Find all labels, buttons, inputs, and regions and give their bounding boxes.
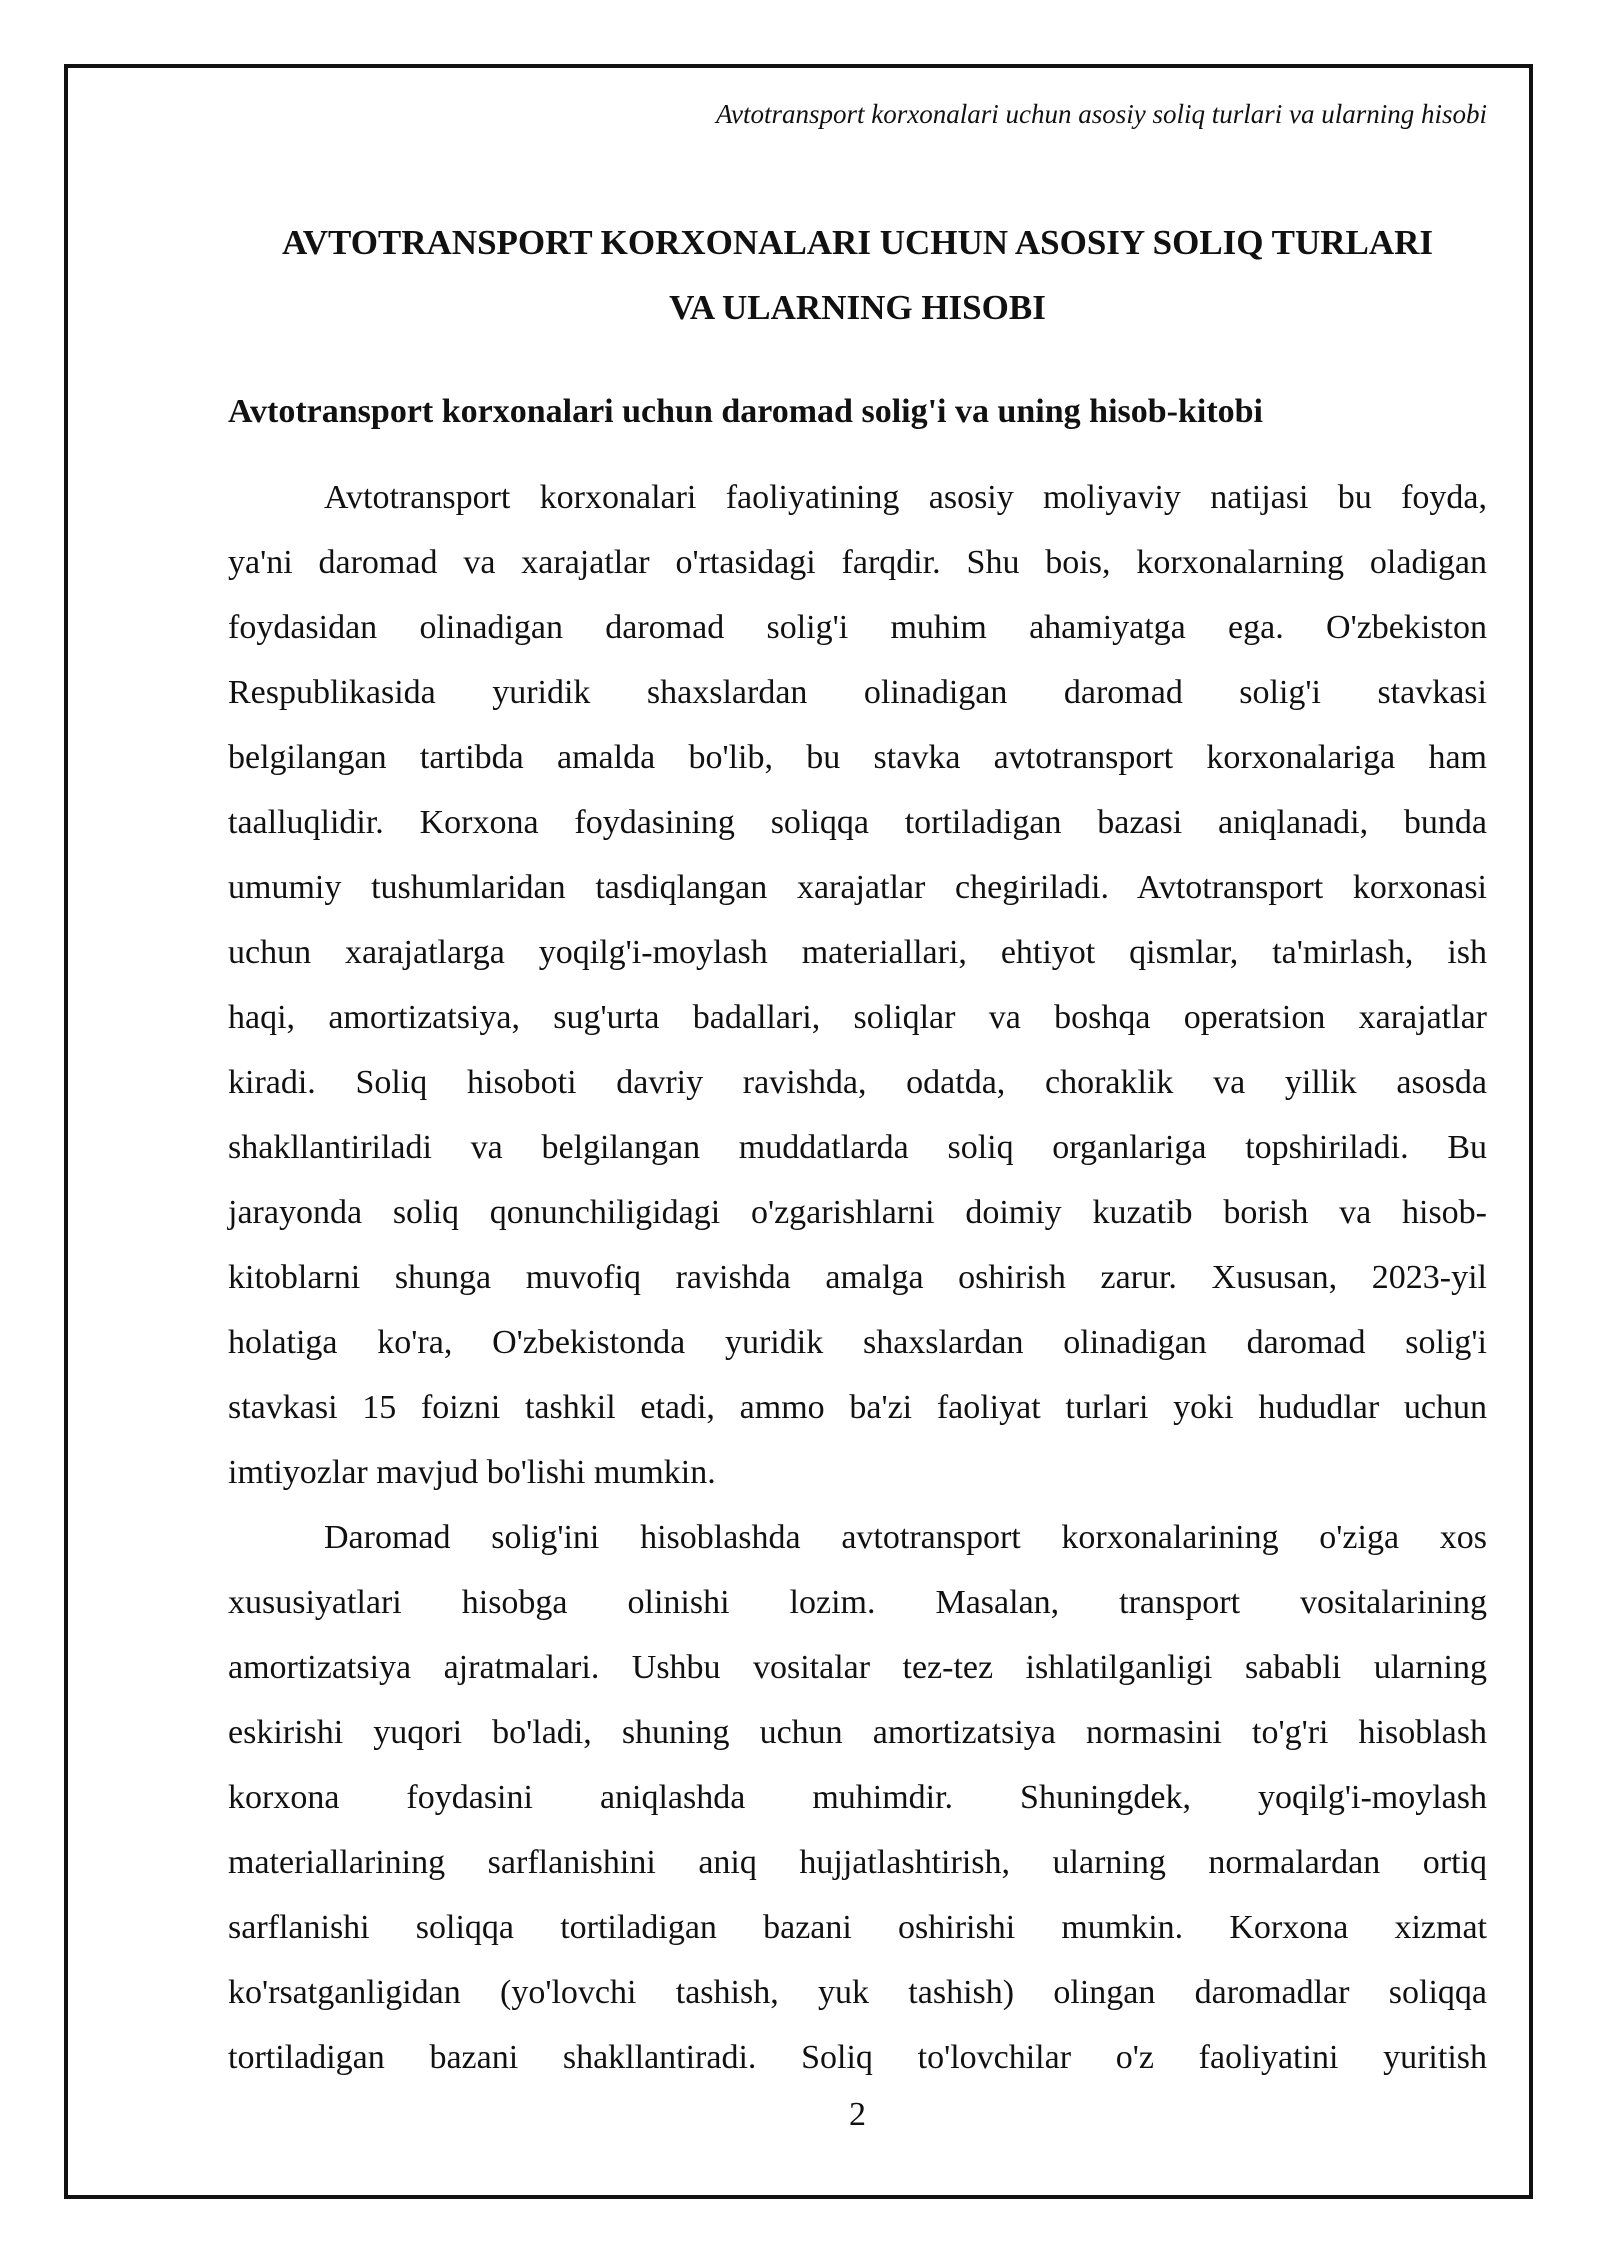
text-line: umumiy tushumlaridan tasdiqlangan xarajatlar chegiriladi. Avtotransport korxonasi	[228, 869, 1487, 906]
text-line: haqi, amortizatsiya, sug'urta badallari, soliqlar va boshqa operatsion xarajatlar	[228, 999, 1487, 1036]
text-line: Avtotransport korxonalari faoliyatining asosiy moliyaviy natijasi bu foyda,	[324, 479, 1487, 516]
paragraph-2	[228, 1505, 1487, 2090]
text-line: stavkasi 15 foizni tashkil etadi, ammo ba'zi faoliyat turlari yoki hududlar uchun	[228, 1389, 1487, 1426]
text-line: amortizatsiya ajratmalari. Ushbu vositalar tez-tez ishlatilganligi sababli ularning	[228, 1649, 1487, 1686]
text-line: sarflanishi soliqqa tortiladigan bazani oshirishi mumkin. Korxona xizmat	[228, 1909, 1487, 1946]
text-line: kiradi. Soliq hisoboti davriy ravishda, odatda, choraklik va yillik asosda	[228, 1064, 1487, 1101]
text-line: Respublikasida yuridik shaxslardan olinadigan daromad solig'i stavkasi	[228, 674, 1487, 711]
paragraph-1	[228, 465, 1487, 1505]
text-line: jarayonda soliq qonunchiligidagi o'zgarishlarni doimiy kuzatib borish va hisob-	[228, 1194, 1487, 1231]
body-text	[228, 465, 1487, 2090]
text-line: imtiyozlar mavjud bo'lishi mumkin.	[228, 1454, 716, 1491]
title-line: AVTOTRANSPORT KORXONALARI UCHUN ASOSIY SOLIQ TURLARI	[281, 223, 1434, 262]
text-line: foydasidan olinadigan daromad solig'i muhim ahamiyatga ega. O'zbekiston	[228, 609, 1487, 646]
running-header: Avtotransport korxonalari uchun asosiy soliq turlari va ularning hisobi	[715, 99, 1487, 129]
text-line: belgilangan tartibda amalda bo'lib, bu stavka avtotransport korxonalariga ham	[228, 739, 1487, 776]
title-line: VA ULARNING HISOBI	[669, 288, 1046, 327]
section-heading: Avtotransport korxonalari uchun daromad solig'i va uning hisob-kitobi	[228, 393, 1264, 430]
text-line: tortiladigan bazani shakllantiradi. Soliq to'lovchilar o'z faoliyatini yuritish	[228, 2039, 1487, 2076]
text-line: eskirishi yuqori bo'ladi, shuning uchun amortizatsiya normasini to'g'ri hisoblash	[228, 1714, 1487, 1751]
text-line: holatiga ko'ra, O'zbekistonda yuridik shaxslardan olinadigan daromad solig'i	[228, 1324, 1487, 1361]
page-number: 2	[849, 2096, 866, 2133]
text-line: xususiyatlari hisobga olinishi lozim. Masalan, transport vositalarining	[228, 1584, 1487, 1621]
text-line: taalluqlidir. Korxona foydasining soliqqa tortiladigan bazasi aniqlanadi, bunda	[228, 804, 1487, 841]
text-line: kitoblarni shunga muvofiq ravishda amalga oshirish zarur. Xususan, 2023-yil	[228, 1259, 1487, 1296]
text-line: ko'rsatganligidan (yo'lovchi tashish, yuk tashish) olingan daromadlar soliqqa	[228, 1974, 1487, 2011]
text-line: uchun xarajatlarga yoqilg'i-moylash materiallari, ehtiyot qismlar, ta'mirlash, ish	[228, 934, 1487, 971]
text-line: korxona foydasini aniqlashda muhimdir. Shuningdek, yoqilg'i-moylash	[228, 1779, 1487, 1816]
document-title	[228, 210, 1487, 340]
text-line: materiallarining sarflanishini aniq hujjatlashtirish, ularning normalardan ortiq	[228, 1844, 1487, 1881]
text-line: ya'ni daromad va xarajatlar o'rtasidagi farqdir. Shu bois, korxonalarning oladigan	[228, 544, 1487, 581]
text-line: Daromad solig'ini hisoblashda avtotransport korxonalarining o'ziga xos	[324, 1519, 1487, 1556]
text-line: shakllantiriladi va belgilangan muddatlarda soliq organlariga topshiriladi. Bu	[228, 1129, 1487, 1166]
